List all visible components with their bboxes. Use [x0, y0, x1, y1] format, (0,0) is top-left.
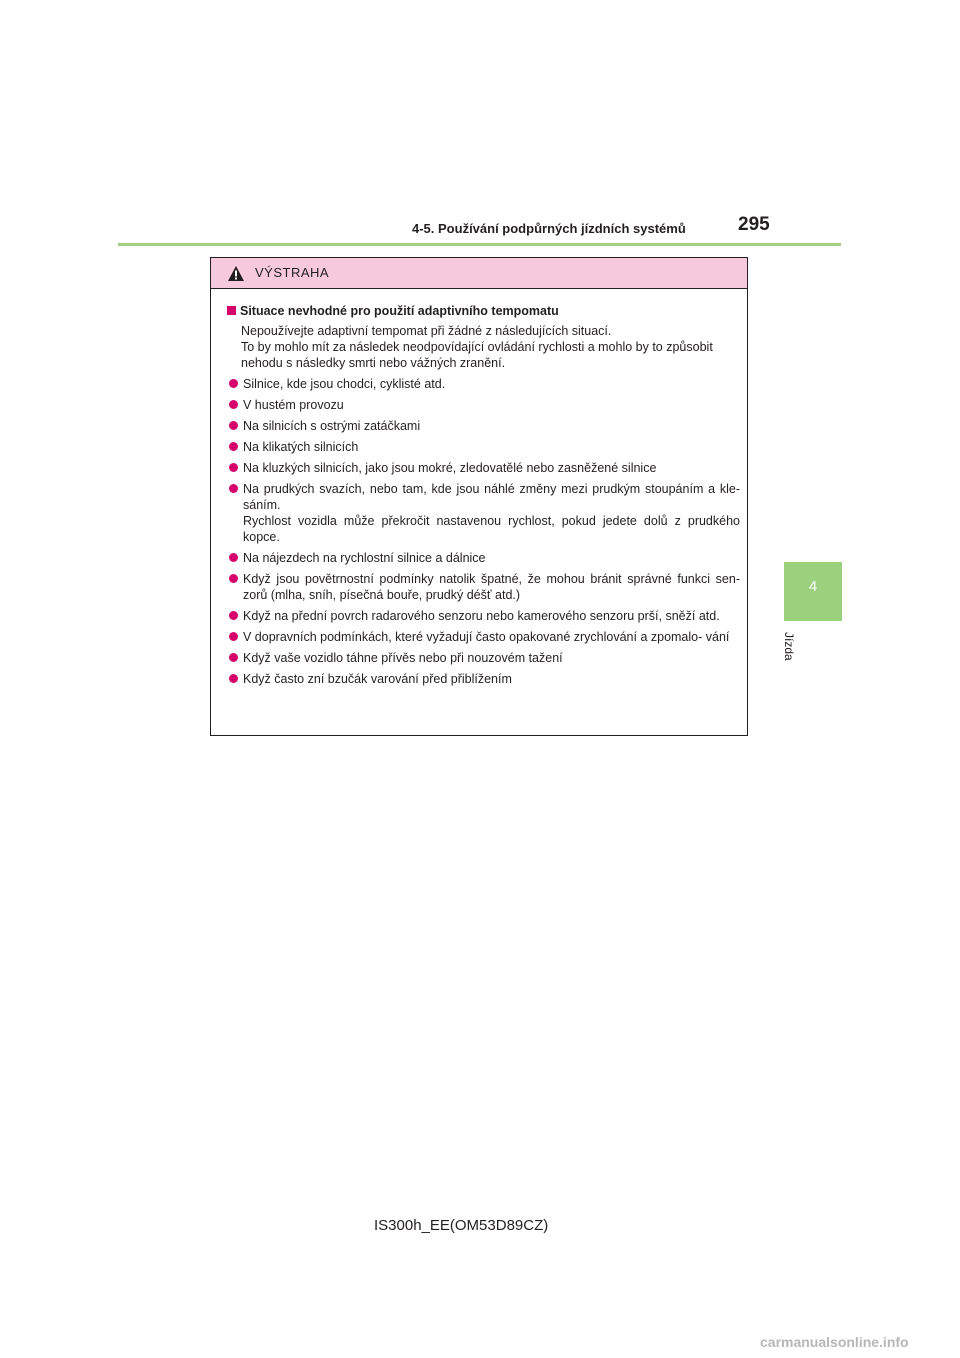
intro-line-2: To by mohlo mít za následek neodpovídající ovládání rychlosti a mohlo by to způsobit nehodu s následky smrti nebo vážných zranění. — [241, 340, 713, 370]
bullet-dot-icon — [229, 463, 238, 472]
list-item — [227, 397, 740, 413]
list-item — [227, 550, 740, 566]
list-item-text: Když vaše vozidlo táhne přívěs nebo při nouzovém tažení — [243, 651, 563, 665]
list-item-text: Na nájezdech na rychlostní silnice a dálnice — [243, 551, 486, 565]
bullet-dot-icon — [229, 632, 238, 641]
bullet-dot-icon — [229, 574, 238, 583]
warning-title: VÝSTRAHA — [255, 265, 330, 280]
list-item — [227, 671, 740, 687]
chapter-tab — [784, 562, 842, 621]
chapter-label — [780, 632, 810, 672]
list-item-text: Na prudkých svazích, nebo tam, kde jsou náhlé změny mezi prudkým stoupáním a kle- sáním. — [243, 482, 740, 512]
list-item-text: Na silnicích s ostrými zatáčkami — [243, 419, 421, 433]
warning-triangle-icon — [228, 266, 244, 281]
bullet-dot-icon — [229, 674, 238, 683]
bullet-dot-icon — [229, 442, 238, 451]
list-item-text: V dopravních podmínkách, které vyžadují často opakované zrychlování a zpomalo- vání — [243, 630, 730, 644]
list-item — [227, 571, 740, 603]
list-item — [227, 650, 740, 666]
bullet-dot-icon — [229, 553, 238, 562]
bullet-dot-icon — [229, 421, 238, 430]
list-item — [227, 376, 740, 392]
list-item-text: Na kluzkých silnicích, jako jsou mokré, zledovatělé nebo zasněžené silnice — [243, 461, 657, 475]
square-bullet-icon — [227, 306, 236, 315]
list-item — [227, 418, 740, 434]
chapter-number: 4 — [808, 578, 818, 595]
list-item — [227, 439, 740, 455]
bullet-dot-icon — [229, 484, 238, 493]
page-number: 295 — [738, 214, 770, 235]
chapter-label-text: Jízda — [782, 632, 796, 661]
list-item — [227, 481, 740, 545]
list-item-text: V hustém provozu — [243, 398, 344, 412]
intro-line-1: Nepoužívejte adaptivní tempomat při žádné z následujících situací. — [241, 324, 612, 338]
list-item — [227, 608, 740, 624]
list-item-text: Když často zní bzučák varování před přiblížením — [243, 672, 512, 686]
list-item — [227, 629, 740, 645]
warning-box — [210, 257, 748, 736]
running-header-title: 4-5. Používání podpůrných jízdních systémů — [412, 221, 686, 236]
list-item — [227, 460, 740, 476]
list-item-text: Když jsou povětrnostní podmínky natolik špatné, že mohou bránit správné funkci sen- zorů (mlha, sníh, písečná bouře, prudký déšť atd.) — [243, 572, 740, 602]
bullet-dot-icon — [229, 379, 238, 388]
list-item-text: Když na přední povrch radarového senzoru nebo kamerového senzoru prší, sněží atd. — [243, 609, 720, 623]
list-item-text: Silnice, kde jsou chodci, cyklisté atd. — [243, 377, 446, 391]
warning-body — [211, 289, 747, 687]
list-item-extra-text: Rychlost vozidla může překročit nastavenou rychlost, pokud jedete dolů z prudkého kopce. — [243, 514, 740, 544]
section-heading — [227, 303, 740, 319]
bullet-dot-icon — [229, 611, 238, 620]
list-item-text: Na klikatých silnicích — [243, 440, 359, 454]
watermark[interactable]: carmanualsonline.info — [760, 1334, 909, 1350]
bullet-dot-icon — [229, 653, 238, 662]
bullet-dot-icon — [229, 400, 238, 409]
intro-paragraph — [227, 323, 740, 371]
footer-model-code: IS300h_EE(OM53D89CZ) — [374, 1217, 549, 1234]
section-heading-text: Situace nevhodné pro použití adaptivního tempomatu — [240, 304, 559, 318]
warning-header — [211, 258, 747, 289]
header-rule — [118, 243, 841, 246]
